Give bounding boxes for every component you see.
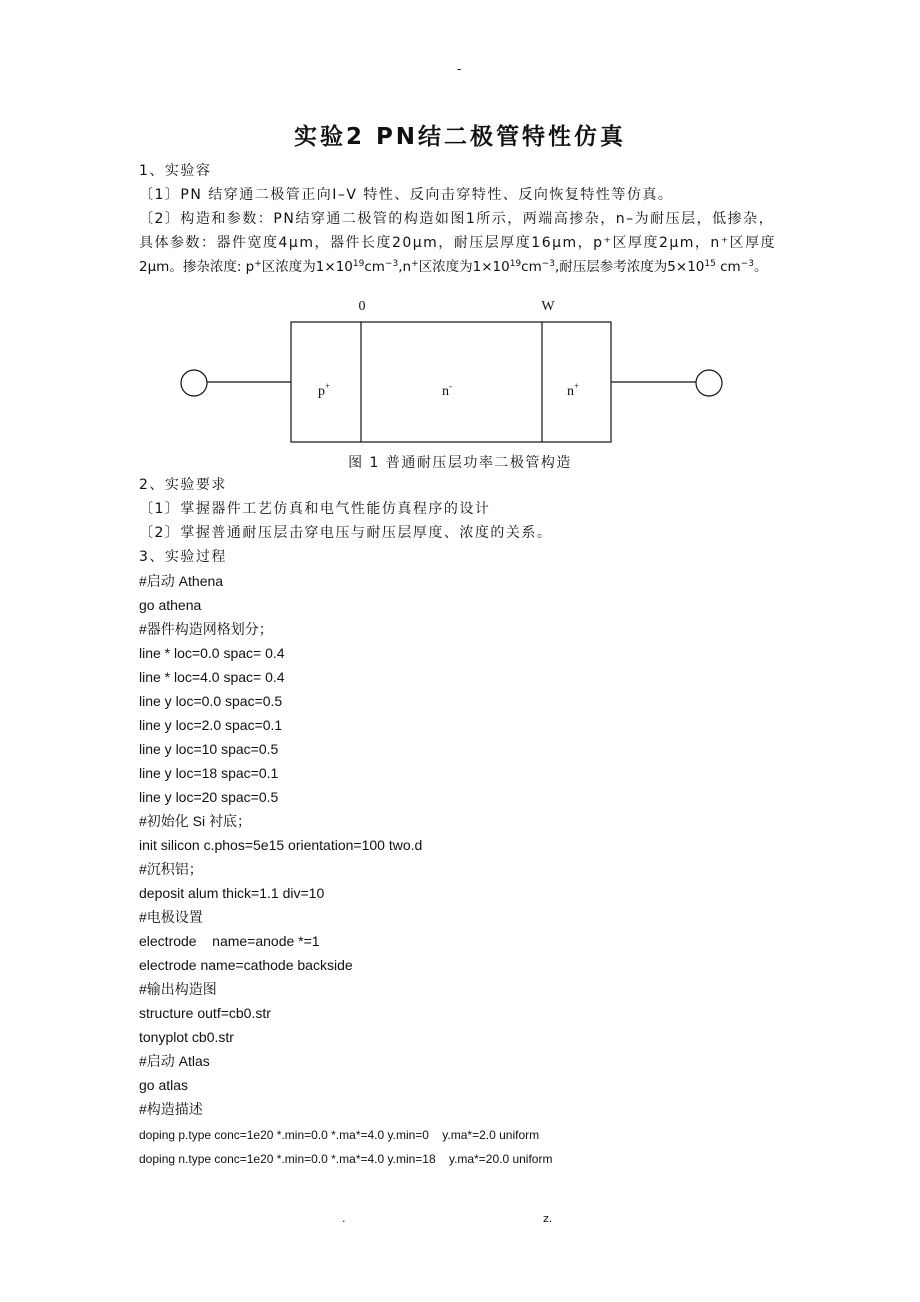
region-n-sup: - xyxy=(449,381,452,391)
doping-text-h: cm xyxy=(715,259,741,275)
region-nplus-sup: + xyxy=(574,381,580,391)
doping-text-f: cm xyxy=(521,259,542,275)
doping-sup-f: −3 xyxy=(541,259,556,269)
doping-sup-c: −3 xyxy=(384,259,399,269)
doping-text-c: cm xyxy=(364,259,385,275)
doping-code-line-2: doping n.type conc=1e20 *.min=0.0 *.ma*=4.0 y.min=18 y.ma*=20.0 uniform xyxy=(139,1152,553,1166)
code-line: line y loc=18 spac=0.1 xyxy=(139,765,279,781)
code-line: line * loc=4.0 spac= 0.4 xyxy=(139,669,285,685)
code-line: #输出构造图 xyxy=(139,981,217,997)
header-mark: - xyxy=(457,62,462,76)
footer-right-mark: z. xyxy=(543,1212,553,1225)
region-n-minus xyxy=(442,381,452,399)
doping-parameters-line xyxy=(139,258,768,276)
doping-sup-g: 15 xyxy=(704,259,716,269)
code-line: line y loc=10 spac=0.5 xyxy=(139,741,279,757)
page-title: 实验2 PN结二极管特性仿真 xyxy=(293,124,627,150)
doping-text-b: 区浓度为1×10 xyxy=(261,259,353,275)
region-nplus-label: n xyxy=(567,384,574,399)
section3-heading: 3、实验过程 xyxy=(139,549,227,565)
section1-heading: 1、实验容 xyxy=(139,163,212,179)
intro-item-2-line-2: 具体参数：器件宽度4μm，器件长度20μm，耐压层厚度16μm，p⁺区厚度2μm，n⁺区厚度 xyxy=(139,235,777,251)
axis-label-zero: 0 xyxy=(358,299,366,314)
doping-code-line-1: doping p.type conc=1e20 *.min=0.0 *.ma*=4.0 y.min=0 y.ma*=2.0 uniform xyxy=(139,1128,540,1142)
doping-text-a: 2μm。掺杂浓度: p xyxy=(139,259,255,275)
doping-sup-h: −3 xyxy=(740,259,754,269)
diode-structure-diagram xyxy=(170,292,730,472)
cathode-terminal-icon xyxy=(696,370,722,396)
section2-item-1: 〔1〕掌握器件工艺仿真和电气性能仿真程序的设计 xyxy=(139,501,491,517)
axis-label-w: W xyxy=(541,299,555,314)
code-line: line y loc=20 spac=0.5 xyxy=(139,789,279,805)
intro-item-2-line-1: 〔2〕构造和参数：PN结穿通二极管的构造如图1所示，两端高掺杂，n–为耐压层，低掺杂， xyxy=(139,211,775,227)
doping-sup-d: + xyxy=(411,259,419,269)
section2-item-2: 〔2〕掌握普通耐压层击穿电压与耐压层厚度、浓度的关系。 xyxy=(139,525,553,541)
code-line: go atlas xyxy=(139,1077,189,1093)
region-n-plus xyxy=(567,381,579,399)
code-line: line y loc=0.0 spac=0.5 xyxy=(139,693,283,709)
doping-text-g: ,耐压层参考浓度为5×10 xyxy=(555,259,705,275)
code-line: line y loc=2.0 spac=0.1 xyxy=(139,717,283,733)
code-line: init silicon c.phos=5e15 orientation=100 two.d xyxy=(139,837,423,853)
section2-heading: 2、实验要求 xyxy=(139,477,227,493)
code-line: tonyplot cb0.str xyxy=(139,1029,234,1045)
code-line: go athena xyxy=(139,597,202,613)
code-line: line * loc=0.0 spac= 0.4 xyxy=(139,645,285,661)
code-line: #器件构造网格划分； xyxy=(139,621,273,637)
region-p-plus xyxy=(318,381,330,399)
doping-text-i: 。 xyxy=(754,259,768,275)
figure-caption: 图 1 普通耐压层功率二极管构造 xyxy=(348,455,572,471)
region-p-sup: + xyxy=(325,381,331,391)
code-line: #电极设置 xyxy=(139,909,203,925)
region-p-label: p xyxy=(318,384,325,399)
code-line: electrode name=anode *=1 xyxy=(139,933,320,949)
code-line: #构造描述 xyxy=(139,1101,203,1117)
anode-terminal-icon xyxy=(181,370,207,396)
footer-left-mark: . xyxy=(342,1212,346,1225)
code-line: structure outf=cb0.str xyxy=(139,1005,271,1021)
doping-text-d: ,n xyxy=(398,259,412,275)
code-line: deposit alum thick=1.1 div=10 xyxy=(139,885,325,901)
doping-sup-e: 19 xyxy=(509,259,522,269)
code-line: electrode name=cathode backside xyxy=(139,957,353,973)
code-line: #沉积铝； xyxy=(139,861,203,877)
code-line: #启动 Atlas xyxy=(139,1053,210,1069)
code-line: #初始化 Si 衬底； xyxy=(139,813,252,829)
region-n-label: n xyxy=(442,384,449,399)
intro-item-1: 〔1〕PN 结穿通二极管正向I–V 特性、反向击穿特性、反向恢复特性等仿真。 xyxy=(139,187,674,203)
code-line: #启动 Athena xyxy=(139,573,224,589)
doping-sup-b: 19 xyxy=(352,259,365,269)
doping-text-e: 区浓度为1×10 xyxy=(418,259,510,275)
doping-sup-a: + xyxy=(254,259,262,269)
